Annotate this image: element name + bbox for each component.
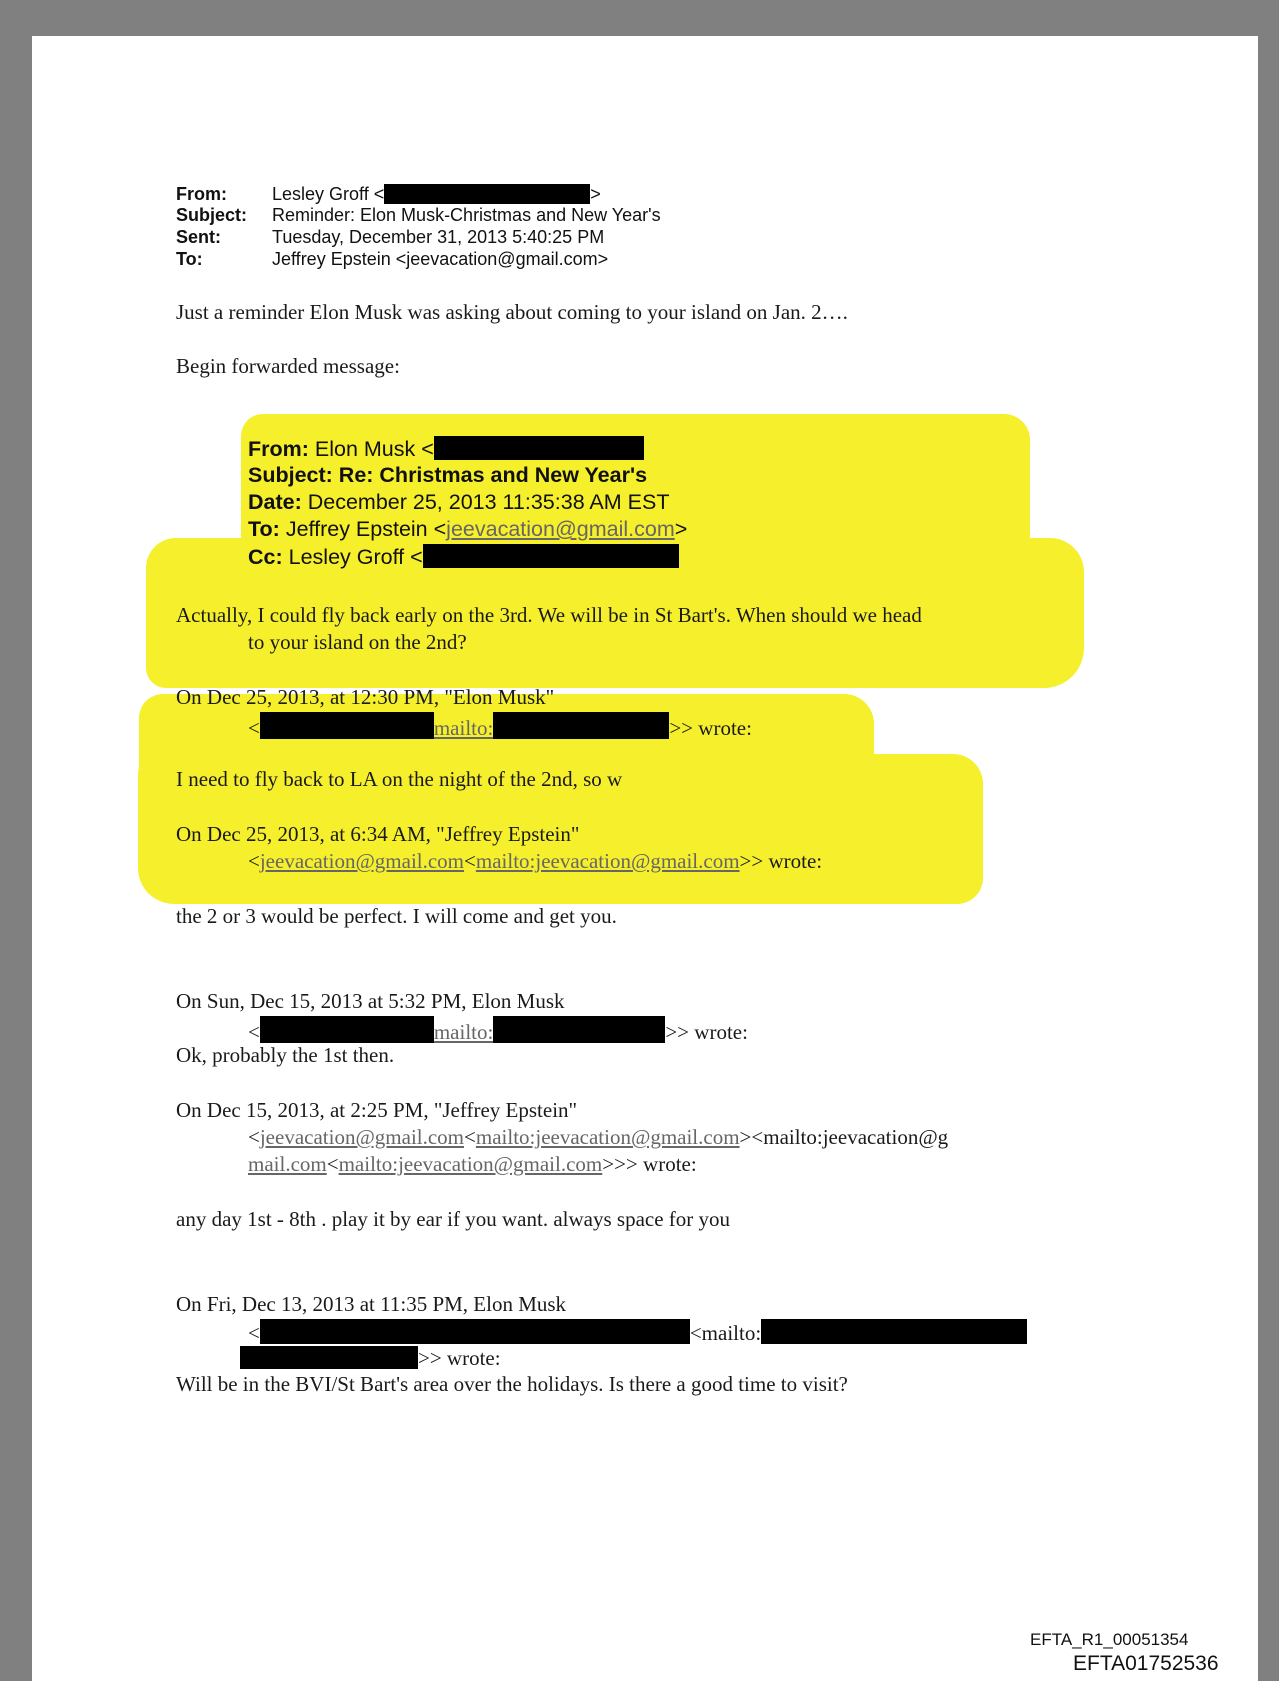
redaction-bar — [240, 1346, 418, 1369]
quote-4-email-link[interactable]: jeevacation@gmail.com — [259, 1125, 465, 1149]
quote-1-line-2 — [248, 712, 752, 741]
fwd-cc — [248, 544, 679, 570]
header-to-value: Jeffrey Epstein <jeevacation@gmail.com> — [272, 249, 609, 269]
header-sent-label: Sent: — [176, 227, 221, 247]
message-4: Ok, probably the 1st then. — [176, 1043, 395, 1067]
quote-4-lt: < — [248, 1125, 260, 1149]
header-sent-value: Tuesday, December 31, 2013 5:40:25 PM — [272, 227, 605, 247]
quote-4-line-3 — [248, 1152, 697, 1177]
quote-5-line-2 — [248, 1319, 1027, 1346]
quote-3-wrote: >> wrote: — [665, 1020, 748, 1044]
fwd-cc-value: Lesley Groff < — [282, 545, 423, 569]
quote-5-lt: < — [248, 1321, 260, 1345]
header-subject-value: Reminder: Elon Musk-Christmas and New Year's — [272, 205, 661, 225]
header-from: From: Lesley Groff < > — [176, 184, 601, 204]
quote-4-line-1: On Dec 15, 2013, at 2:25 PM, "Jeffrey Epstein" — [176, 1098, 578, 1122]
redaction-bar — [423, 544, 679, 568]
quote-1-line-1: On Dec 25, 2013, at 12:30 PM, "Elon Musk" — [176, 685, 555, 709]
quote-3-mailto-link[interactable]: mailto: — [433, 1020, 494, 1044]
message-2: I need to fly back to LA on the night of the 2nd, so w — [176, 767, 623, 791]
quote-1-mailto-link[interactable]: mailto: — [433, 716, 494, 740]
bates-stamp-2: EFTA01752536 — [1073, 1652, 1219, 1675]
message-3: the 2 or 3 would be perfect. I will come and get you. — [176, 904, 617, 928]
header-to — [176, 249, 608, 270]
fwd-from — [248, 436, 644, 462]
quote-2-wrote: >> wrote: — [739, 849, 823, 873]
quote-3-line-2 — [248, 1016, 748, 1045]
quote-2-line-1: On Dec 25, 2013, at 6:34 AM, "Jeffrey Epstein" — [176, 822, 580, 846]
quote-1-lt: < — [248, 716, 260, 740]
fwd-from-label: From: — [248, 437, 309, 461]
redaction-bar — [761, 1319, 1027, 1344]
fwd-date — [248, 490, 669, 515]
quote-5-line-3 — [240, 1346, 501, 1371]
message-5: any day 1st - 8th . play it by ear if you want. always space for you — [176, 1207, 731, 1231]
redaction-bar — [260, 1319, 690, 1344]
redaction-bar — [493, 712, 669, 739]
fwd-subject-text: Subject: Re: Christmas and New Year's — [248, 463, 648, 487]
quote-4-lt-3: < — [326, 1152, 339, 1176]
quote-4-mailto-link[interactable]: mailto:jeevacation@gmail.com — [475, 1125, 740, 1149]
fwd-date-value: December 25, 2013 11:35:38 AM EST — [301, 490, 670, 514]
quote-4-wrote: >>> wrote: — [602, 1152, 697, 1176]
fwd-to-label: To: — [248, 517, 280, 541]
quote-2-mid: < — [464, 849, 476, 873]
begin-forwarded-text: Begin forwarded message: — [176, 354, 400, 378]
header-sent — [176, 227, 604, 248]
document-page — [32, 36, 1258, 1681]
redaction-bar — [493, 1016, 665, 1043]
quote-2-lt: < — [248, 849, 260, 873]
fwd-to-prefix: Jeffrey Epstein < — [279, 517, 447, 541]
header-subject — [176, 205, 661, 226]
intro-text: Just a reminder Elon Musk was asking about coming to your island on Jan. 2…. — [176, 300, 848, 324]
fwd-cc-label: Cc: — [248, 545, 283, 569]
header-subject-label: Subject: — [176, 205, 248, 225]
quote-2-email-link[interactable]: jeevacation@gmail.com — [259, 849, 465, 873]
redaction-bar — [434, 436, 644, 460]
quote-4-tail: ><mailto:jeevacation@g — [739, 1125, 949, 1149]
fwd-date-label: Date: — [248, 490, 302, 514]
redaction-bar — [260, 1016, 434, 1043]
quote-3-lt: < — [248, 1020, 260, 1044]
quote-5-line-1: On Fri, Dec 13, 2013 at 11:35 PM, Elon Musk — [176, 1292, 567, 1316]
fwd-from-value: Elon Musk < — [308, 437, 434, 461]
header-to-label: To: — [176, 249, 203, 269]
redaction-bar — [260, 712, 434, 739]
header-from-value: Lesley Groff < — [272, 184, 385, 204]
quote-2-line-2 — [248, 849, 822, 874]
quote-3-line-1: On Sun, Dec 15, 2013 at 5:32 PM, Elon Musk — [176, 989, 565, 1013]
fwd-to-suffix: > — [674, 517, 688, 541]
header-from-label: From: — [176, 184, 227, 204]
quote-4-mailto-link-2[interactable]: mailto:jeevacation@gmail.com — [338, 1152, 603, 1176]
message-6: Will be in the BVI/St Bart's area over the holidays. Is there a good time to visit? — [176, 1372, 848, 1396]
redaction-bar — [384, 184, 590, 204]
bates-stamp-1: EFTA_R1_00051354 — [1030, 1630, 1189, 1649]
quote-5-mailto: <mailto: — [689, 1321, 762, 1345]
quote-4-lt-2: < — [464, 1125, 476, 1149]
fwd-to — [248, 517, 687, 542]
message-1-line-2: to your island on the 2nd? — [248, 630, 467, 654]
quote-5-wrote: >> wrote: — [418, 1346, 501, 1370]
fwd-subject — [248, 463, 647, 488]
fwd-to-email-link[interactable]: jeevacation@gmail.com — [446, 517, 675, 541]
quote-4-line-2 — [248, 1125, 948, 1150]
quote-2-mailto-link[interactable]: mailto:jeevacation@gmail.com — [475, 849, 740, 873]
quote-1-wrote: >> wrote: — [669, 716, 752, 740]
message-1-line-1: Actually, I could fly back early on the 3rd. We will be in St Bart's. When should we head — [176, 603, 922, 627]
quote-4-mail-link[interactable]: mail.com — [248, 1152, 327, 1176]
